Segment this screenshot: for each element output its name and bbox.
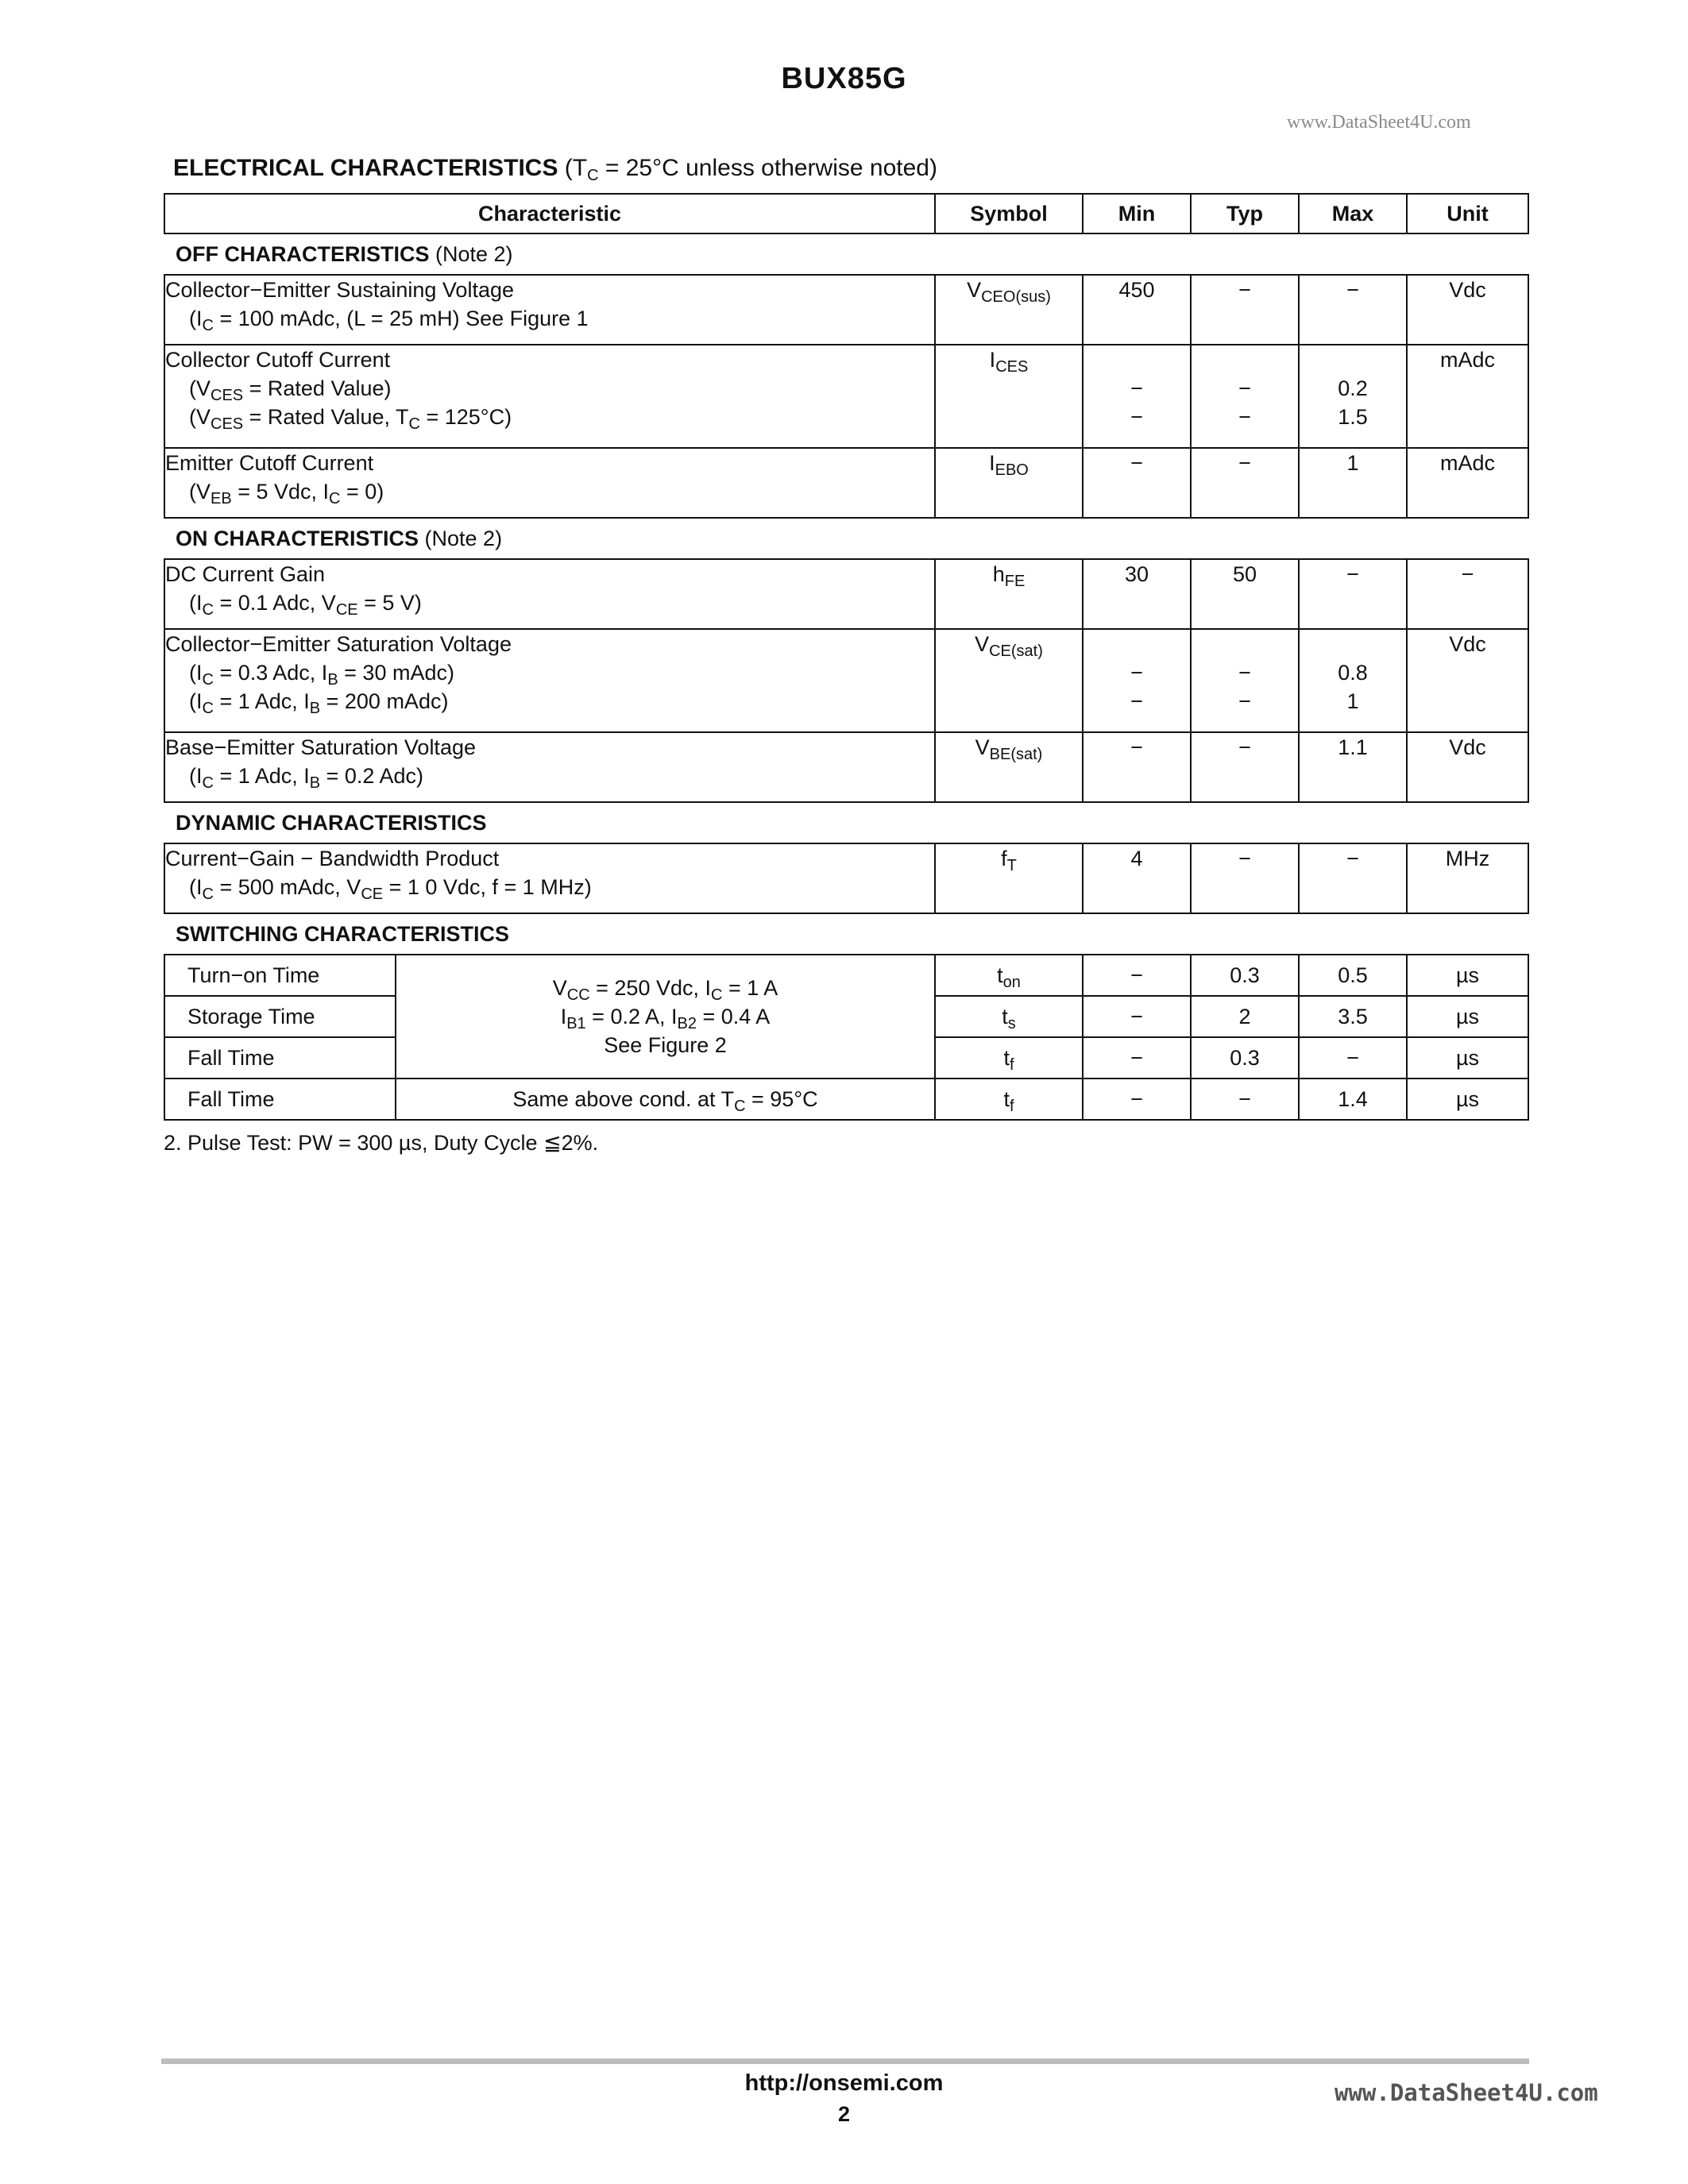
symbol-cell: $h_{FE}$ — [935, 559, 1083, 629]
param-condition: ($I_C = 100$ mAdc, (L = 25 mH) See Figure 1 — [189, 307, 589, 334]
param-vcesat — [164, 629, 935, 732]
min-cell: − — [1083, 955, 1191, 996]
col-min: Min — [1083, 194, 1191, 233]
max-cell: 1 — [1299, 448, 1407, 518]
symbol-cell: $t_s$ — [935, 996, 1083, 1037]
group-off-note: (Note 2) — [435, 241, 513, 266]
min-cell: − — [1083, 448, 1191, 518]
footnote: 2. Pulse Test: PW = 300 µs, Duty Cycle ≦2%. — [164, 1131, 599, 1155]
watermark-top: www.DataSheet4U.com — [1287, 112, 1471, 133]
typ-cell: − — [1191, 732, 1299, 802]
col-typ: Typ — [1191, 194, 1299, 233]
min-cell: 450 — [1083, 275, 1191, 345]
col-max: Max — [1299, 194, 1407, 233]
unit-cell: MHz — [1407, 843, 1528, 913]
table-header-row — [164, 194, 1528, 233]
max-cell: 3.5 — [1299, 996, 1407, 1037]
param-ices — [164, 345, 935, 448]
document-title: BUX85G — [781, 62, 907, 95]
symbol-cell: $t_f$ — [935, 1078, 1083, 1120]
footer-divider — [161, 2059, 1529, 2064]
symbol-cell: $I_{CES}$ — [935, 345, 1083, 448]
heading-cond-sub: C — [587, 167, 599, 184]
max-cell: 1.1 — [1299, 732, 1407, 802]
unit-cell: µs — [1407, 1037, 1528, 1078]
section-heading — [173, 155, 937, 182]
watermark-bottom: www.DataSheet4U.com — [1335, 2079, 1598, 2106]
param-name: Current−Gain − Bandwidth Product — [165, 847, 500, 870]
heading-cond-rest: = 25°C unless otherwise noted) — [598, 155, 937, 181]
group-on-title: ON CHARACTERISTICS — [176, 526, 419, 550]
typ-cell: − − — [1191, 345, 1299, 448]
typ-cell: − — [1191, 1078, 1299, 1120]
symbol-cell: $t_{on}$ — [935, 955, 1083, 996]
max-cell: − — [1299, 275, 1407, 345]
symbol-cell: $V_{CEO(sus)}$ — [935, 275, 1083, 345]
param-hfe — [164, 559, 935, 629]
electrical-characteristics-table — [164, 193, 1529, 1121]
min-cell: − — [1083, 996, 1191, 1037]
param-name: Collector Cutoff Current — [165, 348, 391, 372]
table-row — [164, 275, 1528, 345]
group-dynamic-title: DYNAMIC CHARACTERISTICS — [176, 810, 487, 835]
param-condition: ($I_C = 500$ mAdc, $V_{CE} = 1$ 0 Vdc, f = 1 MHz) — [189, 875, 592, 903]
param-condition: ($I_C = 1$ Adc, $I_B = 200$ mAdc) — [189, 689, 449, 717]
max-cell: − — [1299, 843, 1407, 913]
switching-condition-95c: Same above cond. at $T_C = 95^\circ C$ — [396, 1078, 935, 1120]
param-name: Base−Emitter Saturation Voltage — [165, 735, 476, 759]
min-cell: − — [1083, 1078, 1191, 1120]
max-cell: − — [1299, 559, 1407, 629]
symbol-cell: $t_f$ — [935, 1037, 1083, 1078]
max-cell: 0.5 — [1299, 955, 1407, 996]
table-row — [164, 629, 1528, 732]
param-condition: ($V_{EB} = 5$ Vdc, $I_C = 0$) — [189, 480, 384, 507]
param-condition: ($V_{CES}$ = Rated Value, $T_C = 125^\circ C$) — [189, 405, 512, 433]
group-on — [164, 518, 1528, 559]
typ-cell: − − — [1191, 629, 1299, 732]
param-iebo — [164, 448, 935, 518]
param-name: Storage Time — [164, 996, 396, 1037]
symbol-cell: $I_{EBO}$ — [935, 448, 1083, 518]
unit-cell: mAdc — [1407, 448, 1528, 518]
param-name: Turn−on Time — [164, 955, 396, 996]
table-row — [164, 732, 1528, 802]
table-row — [164, 955, 1528, 996]
group-switching — [164, 913, 1528, 955]
param-name: Collector−Emitter Sustaining Voltage — [165, 278, 514, 302]
col-unit: Unit — [1407, 194, 1528, 233]
typ-cell: − — [1191, 843, 1299, 913]
page-number: 2 — [837, 2102, 851, 2126]
table-row — [164, 843, 1528, 913]
param-condition: ($I_C = 0.3$ Adc, $I_B = 30$ mAdc) — [189, 661, 454, 689]
max-cell: − — [1299, 1037, 1407, 1078]
table-row — [164, 345, 1528, 448]
typ-cell: 2 — [1191, 996, 1299, 1037]
typ-cell: − — [1191, 275, 1299, 345]
param-condition: ($I_C = 1$ Adc, $I_B = 0.2$ Adc) — [189, 764, 423, 792]
min-cell: − — [1083, 732, 1191, 802]
param-condition: ($I_C = 0.1$ Adc, $V_{CE} = 5$ V) — [189, 591, 422, 619]
max-cell: 1.4 — [1299, 1078, 1407, 1120]
param-name: DC Current Gain — [165, 562, 326, 586]
typ-cell: 0.3 — [1191, 955, 1299, 996]
param-name: Collector−Emitter Saturation Voltage — [165, 632, 512, 656]
table-row — [164, 559, 1528, 629]
typ-cell: 0.3 — [1191, 1037, 1299, 1078]
min-cell: − − — [1083, 629, 1191, 732]
group-off — [164, 233, 1528, 275]
heading-title: ELECTRICAL CHARACTERISTICS — [173, 155, 558, 181]
min-cell: 4 — [1083, 843, 1191, 913]
col-characteristic: Characteristic — [164, 194, 935, 233]
unit-cell: µs — [1407, 955, 1528, 996]
param-name: Fall Time — [164, 1078, 396, 1120]
param-ft — [164, 843, 935, 913]
group-off-title: OFF CHARACTERISTICS — [176, 241, 430, 266]
unit-cell: µs — [1407, 996, 1528, 1037]
min-cell: − — [1083, 1037, 1191, 1078]
param-condition: ($V_{CES}$ = Rated Value) — [189, 376, 392, 404]
symbol-cell: $f_T$ — [935, 843, 1083, 913]
min-cell: 30 — [1083, 559, 1191, 629]
typ-cell: 50 — [1191, 559, 1299, 629]
unit-cell: Vdc — [1407, 629, 1528, 732]
unit-cell: Vdc — [1407, 732, 1528, 802]
col-symbol: Symbol — [935, 194, 1083, 233]
group-dynamic — [164, 802, 1528, 843]
footer-url[interactable]: http://onsemi.com — [744, 2070, 944, 2096]
heading-cond-open: (T — [558, 155, 588, 181]
param-name: Emitter Cutoff Current — [165, 451, 374, 475]
min-cell: − − — [1083, 345, 1191, 448]
typ-cell: − — [1191, 448, 1299, 518]
max-cell: 0.2 1.5 — [1299, 345, 1407, 448]
group-switching-title: SWITCHING CHARACTERISTICS — [176, 921, 509, 946]
symbol-cell: $V_{BE(sat)}$ — [935, 732, 1083, 802]
param-vbesat — [164, 732, 935, 802]
table-row — [164, 448, 1528, 518]
max-cell: 0.8 1 — [1299, 629, 1407, 732]
unit-cell: Vdc — [1407, 275, 1528, 345]
param-vceo — [164, 275, 935, 345]
unit-cell: µs — [1407, 1078, 1528, 1120]
group-on-note: (Note 2) — [424, 526, 503, 550]
switching-condition: $V_{CC} = 250$ Vdc, $I_C = 1$ A $I_{B1} = 0.2$ A, $I_{B2} = 0.4$ A See Figure 2 — [396, 955, 935, 1078]
unit-cell: − — [1407, 559, 1528, 629]
table-row — [164, 1078, 1528, 1120]
symbol-cell: $V_{CE(sat)}$ — [935, 629, 1083, 732]
unit-cell: mAdc — [1407, 345, 1528, 448]
param-name: Fall Time — [164, 1037, 396, 1078]
